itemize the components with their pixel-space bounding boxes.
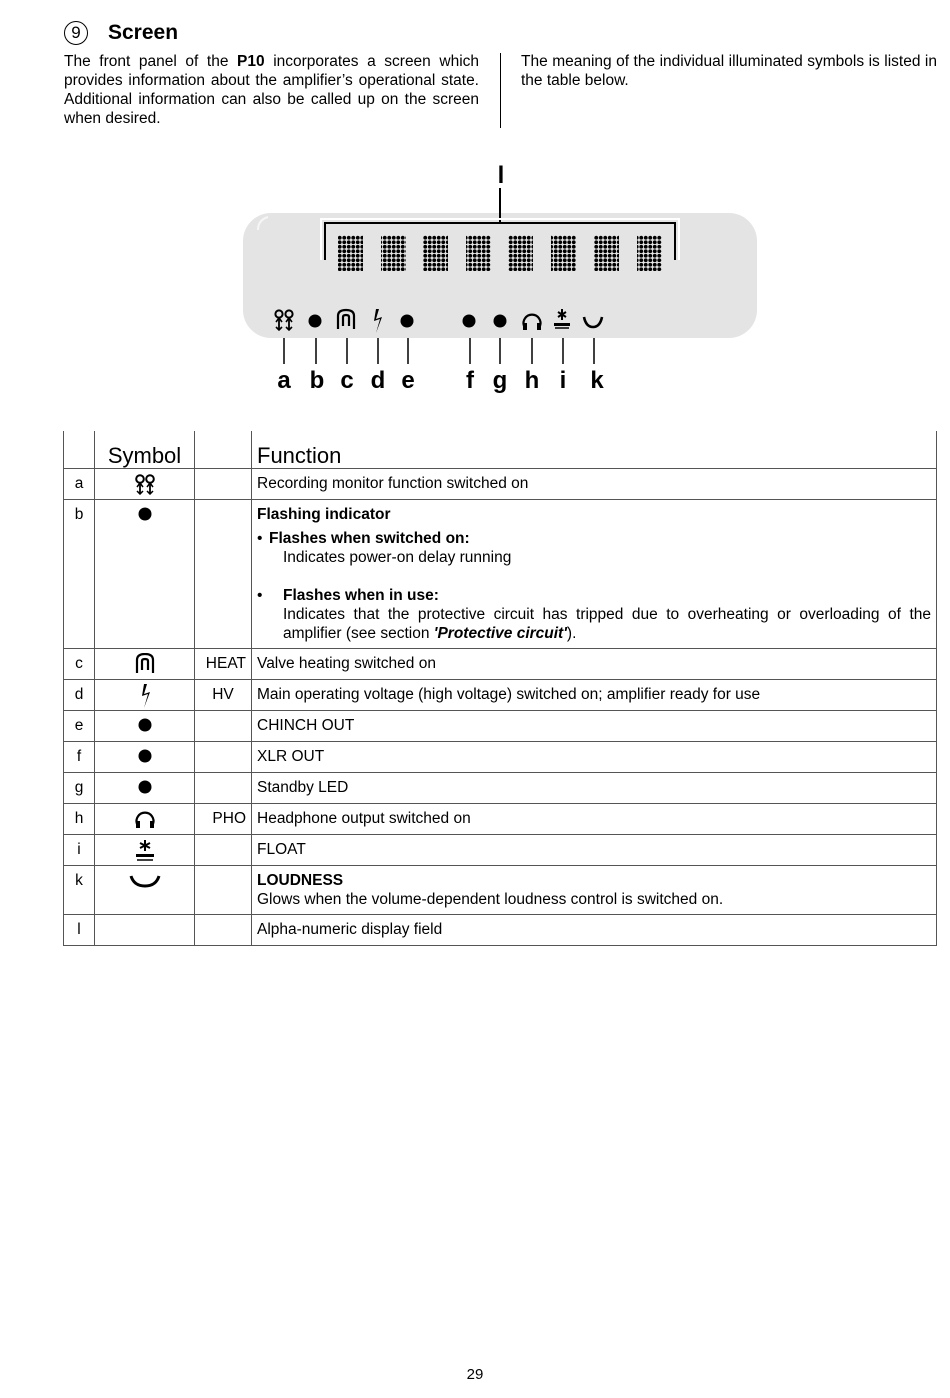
intro-right-paragraph: The meaning of the individual illuminated symbols is listed in the table below. [521,53,937,89]
symbol-letter: g [492,367,508,394]
symbol-function-table [63,431,937,946]
row-letter: c [64,649,95,680]
bullet-icon: • [257,530,263,547]
row-abbr [195,742,252,773]
symbol-letter: a [277,367,291,394]
row-abbr [195,866,252,915]
symbol-letter: b [309,367,325,394]
row-abbr [195,773,252,804]
matrix-char [423,235,448,271]
row-abbr [195,915,252,946]
symbol-letter: e [401,367,415,394]
section-number: 9 [64,21,88,45]
row-abbr [195,469,252,500]
row-letter: l [64,915,95,946]
row-function: Alpha-numeric display field [252,915,937,946]
symbol-letter: f [466,367,474,394]
loudness-text: Glows when the volume-dependent loudness control is switched on. [257,891,724,908]
table-row [64,742,937,773]
bullet1-text: Indicates power-on delay running [283,549,512,566]
table-row [64,469,937,500]
leader-lines [284,338,594,364]
row-function: CHINCH OUT [252,711,937,742]
flashing-indicator-title: Flashing indicator [257,506,391,523]
matrix-char [381,235,406,271]
table-row [64,711,937,742]
header-symbol: Symbol [95,431,195,469]
symbol-letter: h [524,367,540,394]
table-header-row [64,431,937,469]
dot-icon [309,315,322,328]
row-letter: k [64,866,95,915]
row-function: Main operating voltage (high voltage) switched on; amplifier ready for use [252,680,937,711]
valve-heat-icon [134,653,156,675]
bullet2-text: Indicates that the protective circuit has tripped due to overheating or overloading of the amplifier (see section 'Protective circuit'). [283,606,931,642]
row-letter: i [64,835,95,866]
symbol-letter: k [590,367,604,394]
row-function: FLOAT [252,835,937,866]
headphone-icon [134,808,156,830]
display-field-label: l [497,162,505,189]
table-row [64,680,937,711]
lightning-icon [137,684,153,708]
dot-icon [137,777,153,797]
header-function: Function [252,431,937,469]
row-function: Recording monitor function switched on [252,469,937,500]
symbol-letter: c [340,367,354,394]
row-function [252,500,937,649]
record-monitor-icon [131,473,159,495]
row-abbr: HEAT [195,649,252,680]
dot-icon [401,315,414,328]
matrix-char [594,235,619,271]
dot-icon [137,504,153,524]
table-row [64,773,937,804]
row-abbr: PHO [195,804,252,835]
matrix-char [338,235,363,271]
dot-icon [137,746,153,766]
dot-icon [137,715,153,735]
row-abbr [195,500,252,649]
table-row [64,866,937,915]
row-letter: b [64,500,95,649]
bullet-icon: • [257,587,263,604]
symbol-letter: d [370,367,386,394]
header-abbr [195,431,252,469]
table-row [64,500,937,649]
row-abbr [195,835,252,866]
row-function: XLR OUT [252,742,937,773]
row-function: Standby LED [252,773,937,804]
table-row [64,804,937,835]
dot-icon [463,315,476,328]
header-letter [64,431,95,469]
row-letter: f [64,742,95,773]
row-letter: a [64,469,95,500]
table-row [64,915,937,946]
dot-icon [494,315,507,328]
row-function: Headphone output switched on [252,804,937,835]
column-divider [500,53,501,128]
row-letter: h [64,804,95,835]
matrix-char [466,235,491,271]
section-heading [64,18,178,48]
page-number: 29 [466,1366,484,1383]
bullet2-title: Flashes when in use: [283,587,439,604]
row-letter: d [64,680,95,711]
float-icon [134,839,156,863]
intro-left-paragraph: The front panel of the P10 incorporates a screen which provides information about the amplifier’s operational state. Additional information can also be called up on the screen when desired. [64,53,480,127]
symbol-letter: i [559,367,567,394]
symbol-letters [277,367,604,394]
table-row [64,649,937,680]
matrix-char [551,235,576,271]
loudness-title: LOUDNESS [257,872,344,889]
matrix-char [508,235,533,271]
bullet1-title: Flashes when switched on: [269,530,470,547]
matrix-char [637,235,662,271]
table-row [64,835,937,866]
row-abbr [195,711,252,742]
loudness-icon [128,870,162,890]
row-function: Valve heating switched on [252,649,937,680]
display-diagram [0,150,950,400]
row-letter: g [64,773,95,804]
row-function [252,866,937,915]
row-letter: e [64,711,95,742]
row-abbr: HV [195,680,252,711]
section-title: Screen [108,21,179,44]
